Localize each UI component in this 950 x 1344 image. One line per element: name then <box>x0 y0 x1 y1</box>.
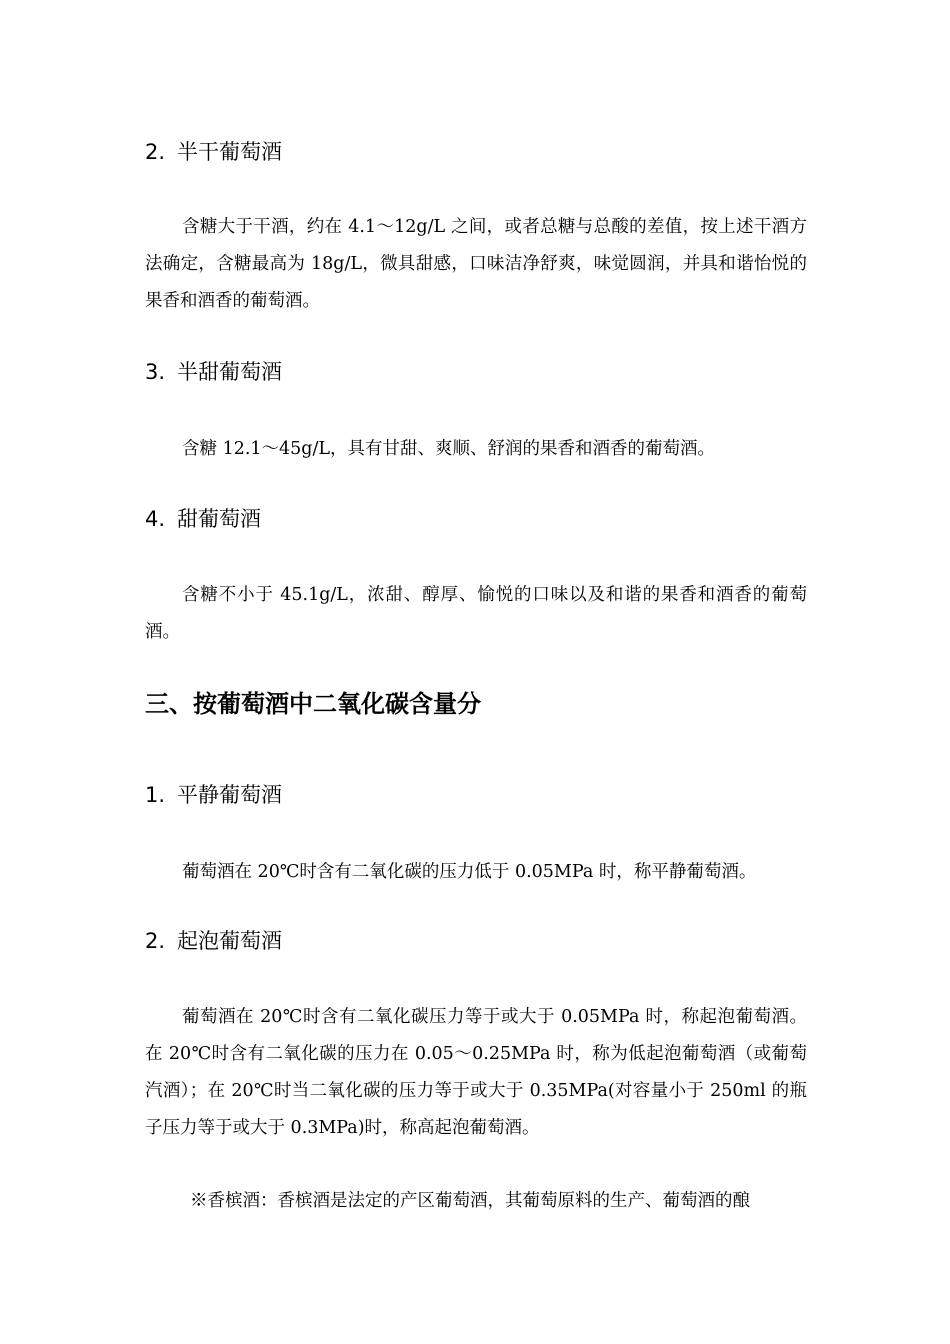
section-title: 半甜葡萄酒 <box>177 360 282 384</box>
section-number: 1. <box>145 783 166 807</box>
paragraph-semi-dry: 含糖大于干酒，约在 4.1～12g/L 之间，或者总糖与总酸的差值，按上述干酒方法确定，含糖最高为 18g/L，微具甜感，口味洁净舒爽，味觉圆润，并具和谐怡悦的果香和酒香的葡萄酒。 <box>145 217 807 311</box>
section-heading-semi-sweet <box>145 359 282 385</box>
section-heading-semi-dry <box>145 139 282 165</box>
section-number: 2. <box>145 929 166 953</box>
section-heading-sparkling <box>145 928 282 954</box>
section-number: 2. <box>145 140 166 164</box>
chapter-heading-co2: 三、按葡萄酒中二氧化碳含量分 <box>145 690 481 718</box>
section-title: 甜葡萄酒 <box>177 507 261 531</box>
paragraph-semi-sweet: 含糖 12.1～45g/L，具有甘甜、爽顺、舒润的果香和酒香的葡萄酒。 <box>182 439 716 459</box>
paragraph-sparkling: 葡萄酒在 20℃时含有二氧化碳压力等于或大于 0.05MPa 时，称起泡葡萄酒。在 20℃时含有二氧化碳的压力在 0.05～0.25MPa 时，称为低起泡葡萄酒（或葡萄汽酒）；在 20℃时当二氧化碳的压力等于或大于 0.35MPa(对容量小于 250ml 的瓶子压力等于或大于 0.3MPa)时，称高起泡葡萄酒。 <box>145 1007 807 1138</box>
paragraph-sweet: 含糖不小于 45.1g/L，浓甜、醇厚、愉悦的口味以及和谐的果香和酒香的葡萄酒。 <box>145 585 807 642</box>
section-title: 平静葡萄酒 <box>177 783 282 807</box>
section-number: 4. <box>145 507 166 531</box>
section-number: 3. <box>145 360 166 384</box>
section-heading-sweet <box>145 506 261 532</box>
paragraph-still: 葡萄酒在 20℃时含有二氧化碳的压力低于 0.05MPa 时，称平静葡萄酒。 <box>182 862 757 882</box>
section-title: 半干葡萄酒 <box>177 140 282 164</box>
section-heading-still <box>145 782 282 808</box>
section-title: 起泡葡萄酒 <box>177 929 282 953</box>
note-champagne: ※香槟酒：香槟酒是法定的产区葡萄酒，其葡萄原料的生产、葡萄酒的酿 <box>190 1191 750 1211</box>
